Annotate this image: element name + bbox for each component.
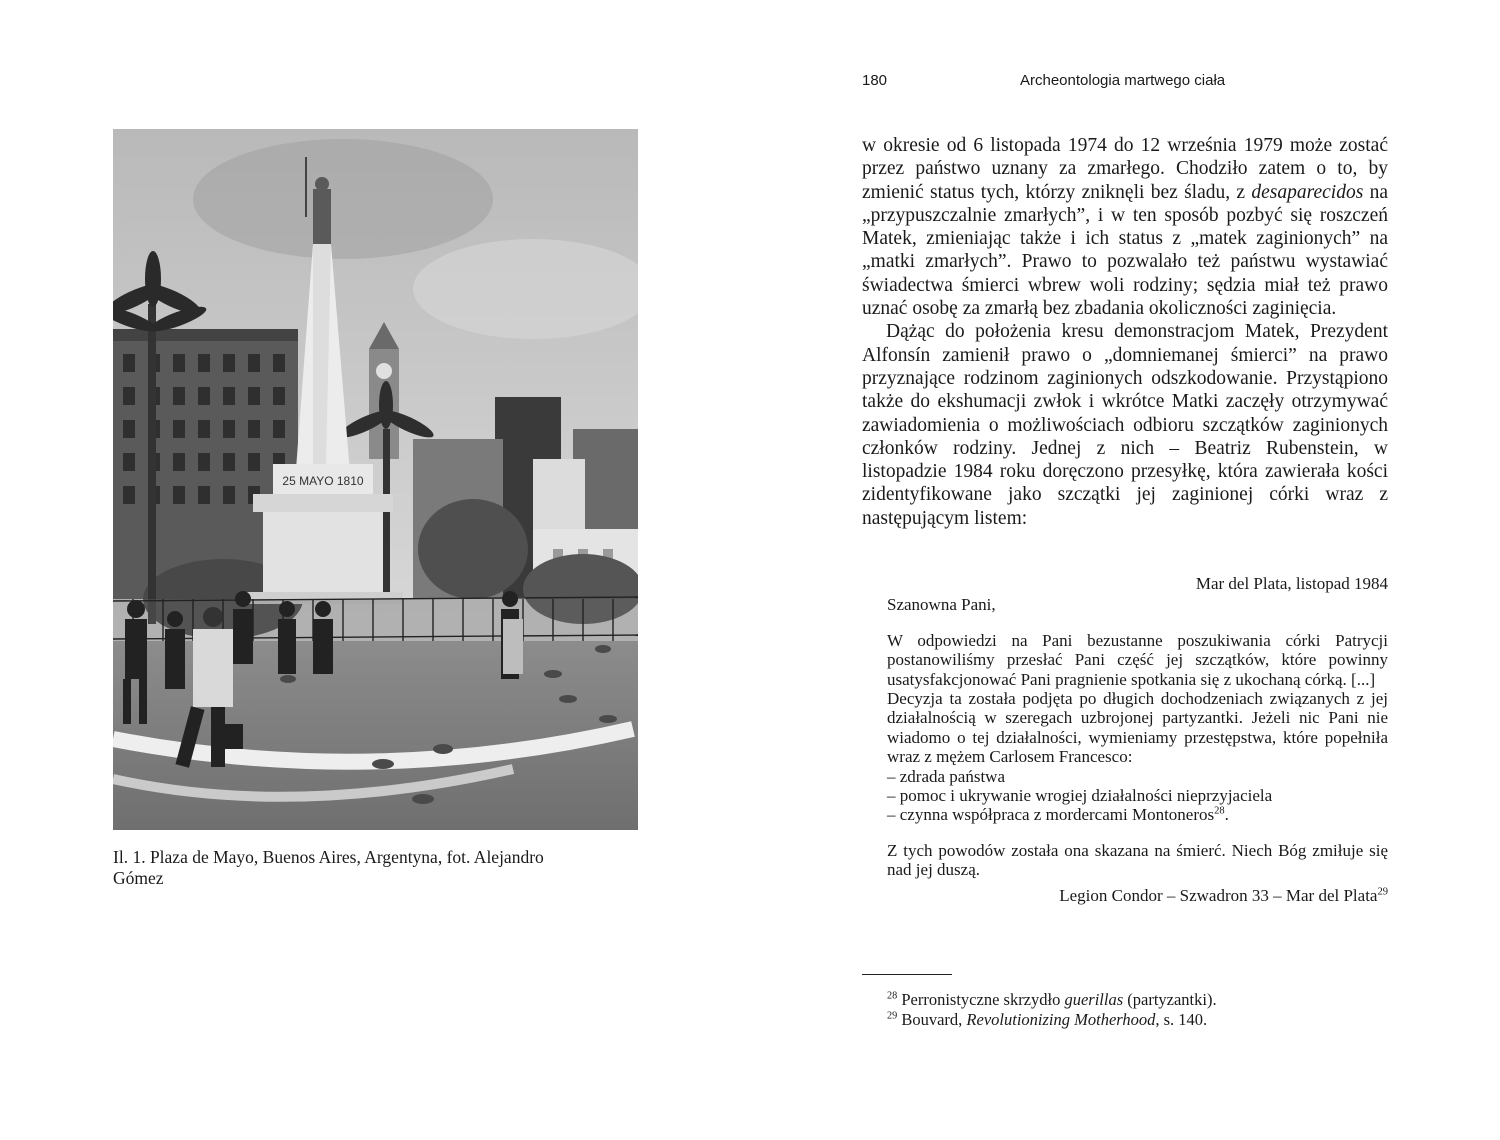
footnotes [887, 990, 1388, 1030]
page-number: 180 [862, 72, 888, 89]
running-head [862, 72, 1388, 96]
footnote-ref: 29 [1377, 886, 1388, 898]
footnote-28: $^{28}$ Perronistyczne skrzydło guerillas (partyzantki). [887, 990, 1217, 1009]
body-text [862, 134, 1388, 530]
list-item: – pomoc i ukrywanie wrogiej działalności nieprzyjaciela [887, 786, 1273, 806]
letter-salutation: Szanowna Pani, [887, 595, 996, 615]
letter-signature: Legion Condor – Szwadron 33 – Mar del Plata$^{29}$ [1059, 885, 1388, 905]
letter-place-date: Mar del Plata, listopad 1984 [1195, 574, 1388, 593]
crimes-list [887, 767, 1388, 825]
list-item: – zdrada państwa [887, 766, 1006, 786]
footnote-29: $^{29}$ Bouvard, Revolutionizing Motherhood, s. 140. [887, 1010, 1208, 1029]
letter-paragraph-2: Decyzja ta została podjęta po długich dochodzeniach związanych z jej działalnością w szeregach uzbrojonej partyzantki. Jeżeli nic Pani nie wiadomo o tej działalności, wymieniamy przestępstwa, które popełniła wraz z mężem Carlosem Francesco: [887, 689, 1388, 767]
letter-paragraph-3: Z tych powodów została ona skazana na śmierć. Niech Bóg zmiłuje się nad jej duszą. [887, 840, 1388, 880]
letter-paragraph-1: W odpowiedzi na Pani bezustanne poszukiwania córki Patrycji postanowiliśmy przesłać Pani część jej szczątków, które powinny usatysfakcjonować Pani pragnienie spotkania się z ukochaną córką. [...] [887, 630, 1388, 689]
monument-inscription: 25 MAYO 1810 [282, 474, 364, 488]
plaza-de-mayo-photo [113, 129, 638, 830]
paragraph-2: Dążąc do położenia kresu demonstracjom Matek, Prezydent Alfonsín zamienił prawo o „domniemanej śmierci” na prawo przyznające rodzinom zaginionych odszkodowanie. Przystąpiono także do ekshumacji zwłok i wkrótce Matki zaczęły otrzymywać zawiadomienia o możliwościach odbioru szczątków zaginionych członków rodziny. Jednej z nich – Beatriz Rubenstein, w listopadzie 1984 roku doręczono przesyłkę, która zawierała kości zidentyfikowane jako szczątki jej zaginionej córki wraz z następującym listem: [862, 321, 1388, 529]
photo-caption: Il. 1. Plaza de Mayo, Buenos Aires, Argentyna, fot. Alejandro Gómez [113, 847, 544, 888]
list-item: – czynna współpraca z mordercami Montoneros$^{28}$. [887, 805, 1229, 825]
footnote-ref: 28 [1214, 805, 1225, 817]
paragraph-1: w okresie od 6 listopada 1974 do 12 września 1979 może zostać przez państwo uznany za zmarłego. Chodziło zatem o to, by zmienić status tych, którzy zniknęli bez śladu, z desaparecidos na „przypuszczalnie zmarłych”, i w ten sposób pozbyć się roszczeń Matek, zmieniając także i ich status z „matek zaginionych” na „matki zmarłych”. Prawo to pozwalało też państwu wystawiać świadectwa śmierci wbrew woli rodziny; sędzia miał też prawo uznać osobę za zmarłą bez zbadania okoliczności zaginięcia. [862, 135, 1389, 320]
quoted-letter [887, 574, 1388, 905]
italic-term: desaparecidos [1251, 181, 1364, 203]
running-title: Archeontologia martwego ciała [1020, 72, 1226, 89]
footnote-rule [862, 974, 952, 975]
